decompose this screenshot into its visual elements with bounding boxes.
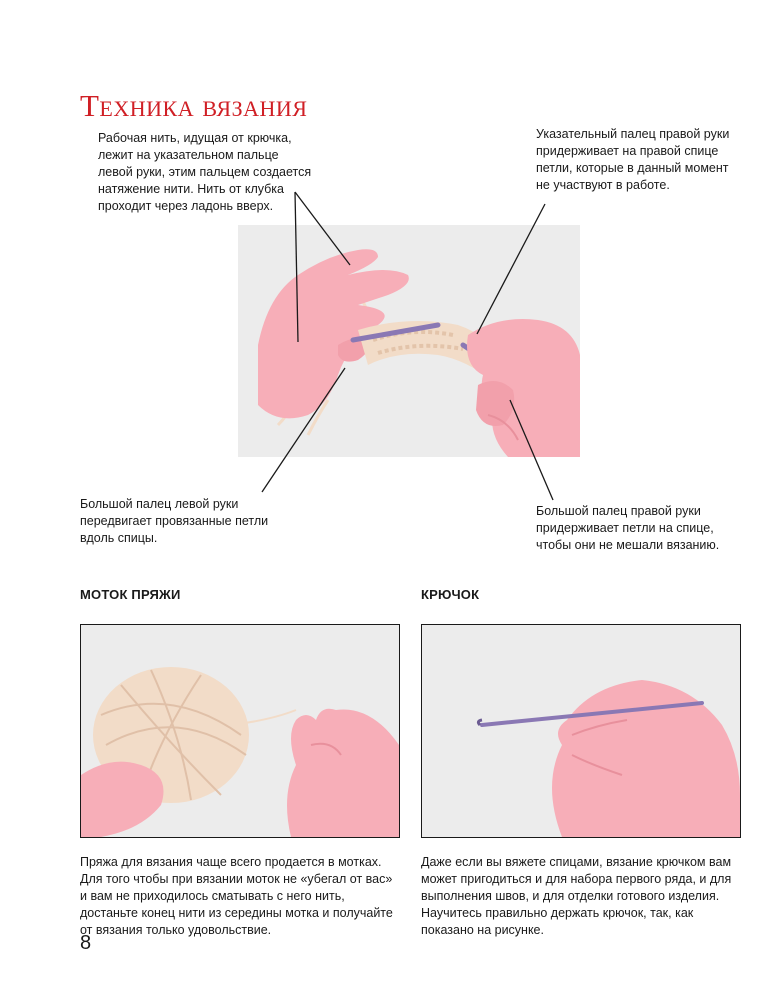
- section-heading-crochet-hook: КРЮЧОК: [421, 587, 480, 602]
- page-title: Техника вязания: [80, 88, 308, 123]
- knitting-hands-illustration: [238, 225, 580, 457]
- knitting-technique-photo: [238, 225, 580, 457]
- page-number: 8: [80, 932, 92, 954]
- yarn-skein-illustration: [81, 625, 399, 837]
- callout-right-thumb: Большой палец правой руки придерживает петли на спице, чтобы они не мешали вязанию.: [536, 504, 720, 552]
- crochet-hook-caption: Даже если вы вяжете спицами, вязание крючком вам может пригодиться и для набора первого ряда, и для выполнения швов, и для отделки готового изделия. Научитесь правильно держать крючок, так, как показано на рисунке.: [421, 855, 732, 937]
- crochet-hook-photo: [421, 624, 741, 838]
- yarn-skein-caption: Пряжа для вязания чаще всего продается в мотках. Для того чтобы при вязании моток не «убегал от вас» и вам не приходилось сматывать с него нить, достаньте конец нити из середины мотка и получайте от вязания только удовольствие.: [80, 855, 393, 937]
- callout-right-index-finger: Указательный палец правой руки придерживает на правой спице петли, которые в данный момент не участвуют в работе.: [536, 127, 730, 192]
- callout-left-thumb: Большой палец левой руки передвигает провязанные петли вдоль спицы.: [80, 497, 269, 545]
- callout-working-thread: Рабочая нить, идущая от крючка, лежит на указательном пальце левой руки, этим пальцем создается натяжение нити. Нить от клубка проходит через ладонь вверх.: [98, 131, 312, 213]
- yarn-skein-photo: [80, 624, 400, 838]
- section-heading-yarn-skein: МОТОК ПРЯЖИ: [80, 587, 181, 602]
- crochet-hook-illustration: [422, 625, 740, 837]
